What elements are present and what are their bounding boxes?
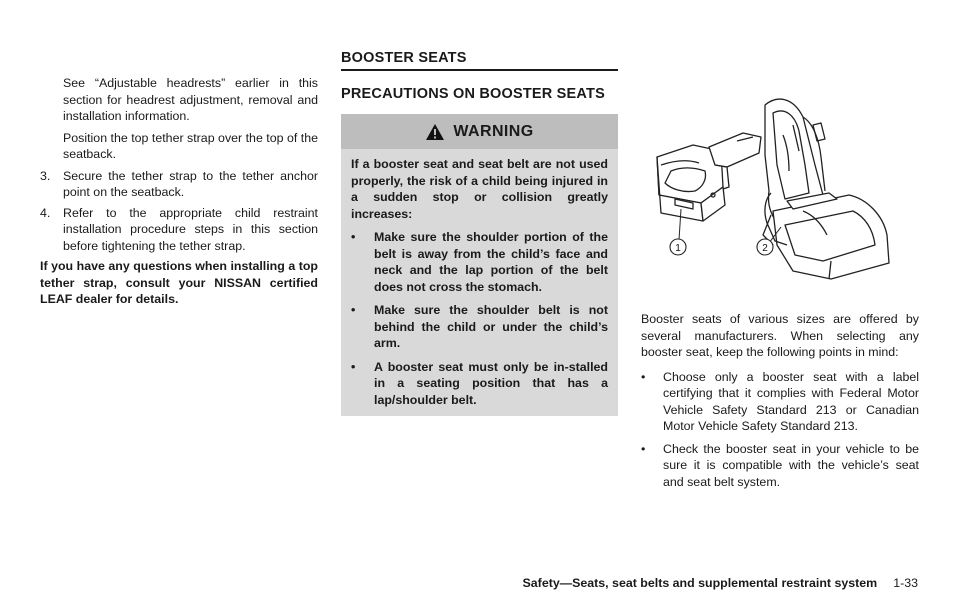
booster-seats-drawing xyxy=(653,95,923,285)
bullet-icon: • xyxy=(351,359,356,374)
warning-triangle-icon xyxy=(425,123,445,141)
section-heading: BOOSTER SEATS xyxy=(341,50,618,71)
warning-bullet-item xyxy=(351,359,608,409)
left-column xyxy=(40,75,318,308)
tether-position-paragraph: Position the top tether strap over the top of the seatback. xyxy=(63,130,318,161)
warning-title: WARNING xyxy=(453,122,534,140)
bullet-text: Check the booster seat in your vehicle to be sure it is compatible with the vehicle’s seat and seat belt system. xyxy=(663,441,919,489)
list-item xyxy=(641,441,919,491)
step-number: 4. xyxy=(40,205,51,220)
warning-bullet-item xyxy=(351,302,608,352)
callout-label-2: 2 xyxy=(762,243,768,254)
step-number: 3. xyxy=(40,168,51,183)
list-item xyxy=(641,369,919,435)
callout-label-1: 1 xyxy=(675,243,681,254)
step-text: Secure the tether strap to the tether anchor point on the seatback. xyxy=(63,168,318,199)
warning-header xyxy=(341,114,618,149)
callout-1 xyxy=(670,239,686,255)
warning-body xyxy=(341,149,618,408)
booster-intro-paragraph: Booster seats of various sizes are offered by several manufacturers. When selecting any booster seat, keep the following points in mind: xyxy=(641,312,919,359)
chapter-title: Safety—Seats, seat belts and supplemental restraint system xyxy=(522,576,878,590)
warning-box xyxy=(341,114,618,416)
booster-seat-illustration xyxy=(653,95,923,285)
subsection-heading: PRECAUTIONS ON BOOSTER SEATS xyxy=(341,86,605,102)
bullet-icon: • xyxy=(351,230,356,244)
warning-bullet-item xyxy=(351,229,608,295)
page-footer xyxy=(523,576,918,590)
right-column xyxy=(641,311,919,496)
bullet-icon: • xyxy=(351,303,356,317)
step-text: Refer to the appropriate child restraint installation procedure steps in this section before tightening the tether strap. xyxy=(63,205,318,253)
warning-bullet-text: A booster seat must only be in-stalled in a seating position that has a lap/shoulder belt. xyxy=(374,359,608,407)
callout-2 xyxy=(757,239,773,255)
list-item-step-3 xyxy=(40,168,318,201)
list-item-step-4 xyxy=(40,205,318,255)
dealer-note: If you have any questions when installing a top tether strap, consult your NISSAN certified LEAF dealer for details. xyxy=(40,259,318,306)
bullet-text: Choose only a booster seat with a label certifying that it complies with Federal Motor Vehicle Safety Standard 213 or Canadian Motor Vehicle Safety Standard 213. xyxy=(663,369,919,433)
warning-bullet-text: Make sure the shoulder portion of the belt is away from the child’s face and neck and the lap portion of the belt does not cross the stomach. xyxy=(374,230,608,294)
warning-intro: If a booster seat and seat belt are not used properly, the risk of a child being injured in a sudden stop or collision greatly increases: xyxy=(351,157,608,221)
headrest-reference-paragraph: See “Adjustable headrests” earlier in this section for headrest adjustment, removal and installation information. xyxy=(63,76,318,123)
bullet-icon: • xyxy=(641,441,646,456)
warning-bullet-text: Make sure the shoulder belt is not behind the child or under the child’s arm. xyxy=(374,303,608,350)
bullet-icon: • xyxy=(641,369,646,384)
middle-column xyxy=(341,50,618,416)
page-number: 1-33 xyxy=(893,576,918,590)
